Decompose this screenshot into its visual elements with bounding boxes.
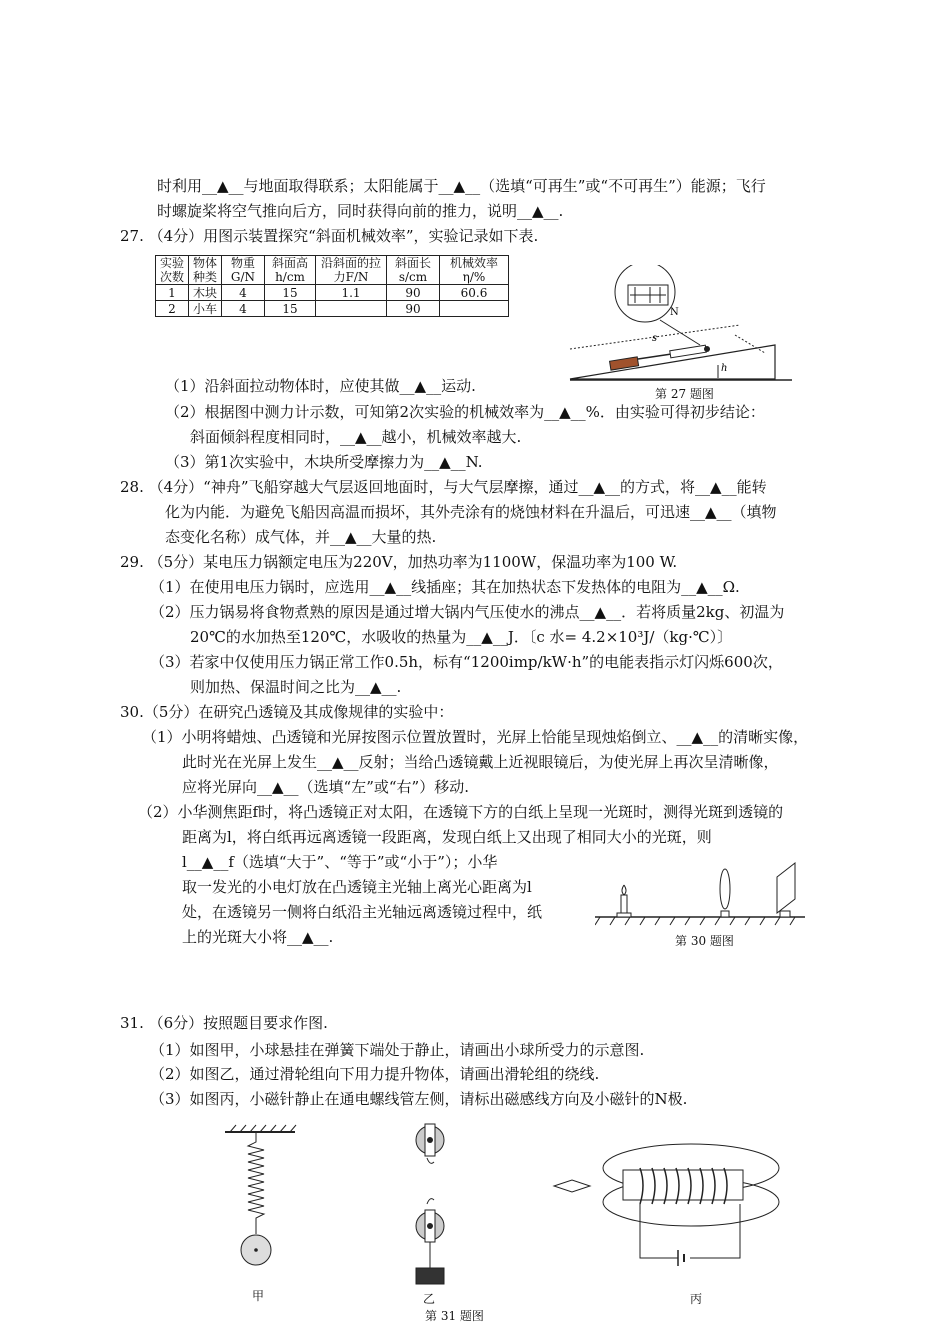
table-cell: 4 [222,301,265,317]
q29-part-2-cont: 20℃的水加热至120℃，水吸收的热量为__▲__J．〔c 水= 4.2×10³J/（kg·℃）〕 [190,628,733,646]
fig30-caption: 第 30 题图 [675,934,734,948]
q27-part-1: （1）沿斜面拉动物体时，应使其做__▲__运动. [165,377,476,395]
q27-stem: 27. （4分）用图示装置探究“斜面机械效率”，实验记录如下表. [120,227,539,245]
q30-stem: 30.（5分）在研究凸透镜及其成像规律的实验中： [120,703,454,721]
fig31-bing-label: 丙 [690,1292,703,1306]
fig27-caption: 第 27 题图 [655,387,714,401]
q31-part-1: （1）如图甲，小球悬挂在弹簧下端处于静止，请画出小球所受力的示意图. [150,1041,645,1059]
q31-part-3: （3）如图丙，小磁针静止在通电螺线管左侧，请标出磁感线方向及小磁针的N极. [150,1090,688,1108]
table-cell: 15 [265,301,316,317]
table-cell: 90 [387,301,440,317]
q30-part-1: （1）小明将蜡烛、凸透镜和光屏按图示位置放置时，光屏上恰能呈现烛焰倒立、__▲__的清晰实像， [142,728,809,746]
table-header-row [156,256,509,285]
q27-data-table [155,255,509,317]
table-header-cell: 斜面长s/cm [387,256,440,285]
table-header-cell: 物重G/N [222,256,265,285]
q26-line-1: 时利用__▲__与地面取得联系；太阳能属于__▲__（选填“可再生”或“不可再生”）能源；飞行 [157,177,766,195]
fig31-jia-label: 甲 [252,1289,265,1303]
q28-line-3: 态变化名称）成气体，并__▲__大量的热. [165,528,437,546]
q28-line-2: 化为内能．为避免飞船因高温而损坏，其外壳涂有的烧蚀材料在升温后，可迅速__▲__（填物 [165,503,777,521]
q30-part-2: （2）小华测焦距f时，将凸透镜正对太阳，在透镜下方的白纸上呈现一光斑时，测得光斑到透镜的 [138,803,784,821]
table-cell: 木块 [189,285,222,301]
table-cell [316,301,387,317]
q29-part-1: （1）在使用电压力锅时，应选用__▲__线插座；其在加热状态下发热体的电阻为__▲__Ω. [150,578,740,596]
table-cell: 1.1 [316,285,387,301]
table-row [156,285,509,301]
q29-part-2: （2）压力锅易将食物煮熟的原因是通过增大锅内气压使水的沸点__▲__．若将质量2kg、初温为 [150,603,785,621]
table-cell: 4 [222,285,265,301]
table-row [156,301,509,317]
q30-part-2-cont4: 处，在透镜另一侧将白纸沿主光轴远离透镜过程中，纸 [182,903,543,921]
table-header-cell: 斜面高h/cm [265,256,316,285]
table-cell: 2 [156,301,189,317]
q27-part-2: （2）根据图中测力计示数，可知第2次实验的机械效率为__▲__%．由实验可得初步结论： [165,403,765,421]
table-cell: 90 [387,285,440,301]
table-cell: 小车 [189,301,222,317]
q31-part-2: （2）如图乙，通过滑轮组向下用力提升物体，请画出滑轮组的绕线. [150,1065,600,1083]
q30-part-2-cont3: 取一发光的小电灯放在凸透镜主光轴上离光心距离为l [182,878,532,896]
q30-part-1-cont: 此时光在光屏上发生__▲__反射；当给凸透镜戴上近视眼镜后，为使光屏上再次呈清晰像， [182,753,779,771]
q26-line-2: 时螺旋桨将空气推向后方，同时获得向前的推力，说明__▲__. [157,202,564,220]
q30-part-1-cont2: 应将光屏向__▲__（选填“左”或“右”）移动. [182,778,469,796]
q27-part-3: （3）第1次实验中，木块所受摩擦力为__▲__N. [165,453,483,471]
incline-length-label: s [652,333,658,344]
q29-part-3: （3）若家中仅使用压力锅正常工作0.5h，标有“1200imp/kW·h”的电能表指示灯闪烁600次， [150,653,783,671]
table-cell: 15 [265,285,316,301]
fig31-jia-spring-ball [220,1122,300,1272]
incline-height-label: h [721,363,728,374]
fig31-caption: 第 31 题图 [425,1309,484,1323]
q29-part-3-cont: 则加热、保温时间之比为__▲__. [190,678,402,696]
fig27-incline-diagram [560,265,800,385]
q30-part-2-cont: 距离为l，将白纸再远离透镜一段距离，发现白纸上又出现了相同大小的光斑，则 [182,828,712,846]
fig31-yi-pulley-system [400,1118,460,1288]
q29-stem: 29. （5分）某电压力锅额定电压为220V，加热功率为1100W，保温功率为100 W. [120,553,678,571]
table-cell: 60.6 [440,285,509,301]
table-header-cell: 物体种类 [189,256,222,285]
q31-stem: 31. （6分）按照题目要求作图. [120,1014,328,1032]
table-cell: 1 [156,285,189,301]
q27-part-2-cont: 斜面倾斜程度相同时，__▲__越小，机械效率越大. [190,428,522,446]
fig31-bing-solenoid [548,1138,798,1278]
fig31-yi-label: 乙 [423,1292,436,1306]
q30-part-2-cont2: l__▲__f（选填“大于”、“等于”或“小于”）；小华 [182,853,498,871]
q30-part-2-cont5: 上的光斑大小将__▲__. [182,928,334,946]
table-header-cell: 沿斜面的拉力F/N [316,256,387,285]
table-cell [440,301,509,317]
q28-stem: 28. （4分）“神舟”飞船穿越大气层返回地面时，与大气层摩擦，通过__▲__的方式，将__▲__能转 [120,478,767,496]
table-header-cell: 机械效率η/% [440,256,509,285]
fig30-optical-bench [595,855,805,930]
table-header-cell: 实验次数 [156,256,189,285]
newton-unit-label: N [670,307,679,318]
